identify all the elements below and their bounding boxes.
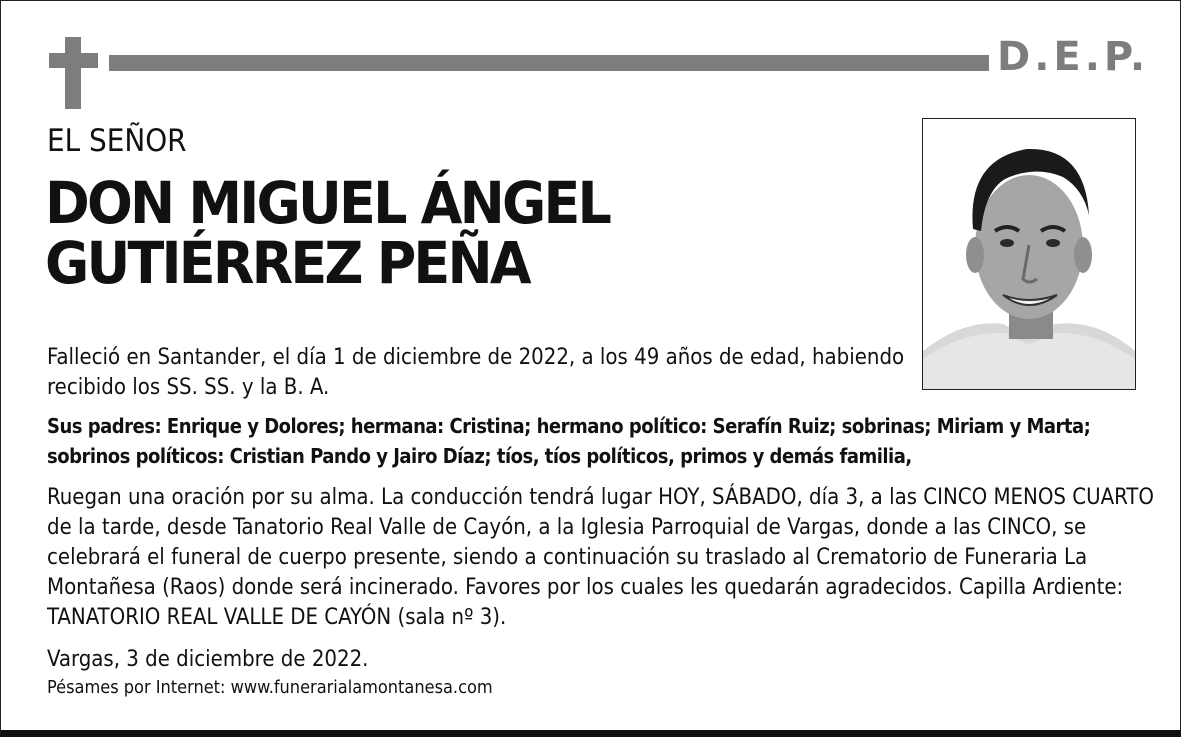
funeral-details: Ruegan una oración por su alma. La conducción tendrá lugar HOY, SÁBADO, día 3, a las CINCO MENOS CUARTO de la tarde, desde Tanatorio Real Valle de Cayón, a la Iglesia Parroquial de Vargas, donde a las CINCO, se celebrará el funeral de cuerpo presente, siendo a continuación su traslado al Crematorio de Funeraria La Montañesa (Raos) donde será incinerado. Favores por los cuales les quedarán agradecidos. Capilla Ardiente: TANATORIO REAL VALLE DE CAYÓN (sala nº 3). — [47, 485, 1154, 630]
cross-icon-bar — [49, 53, 98, 68]
intro-title: EL SEÑOR — [47, 123, 187, 159]
name-line-1: DON MIGUEL ÁNGEL — [45, 169, 610, 237]
condolences-link[interactable]: Pésames por Internet: www.funerarialamontanesa.com — [47, 677, 493, 698]
deceased-name — [45, 169, 715, 297]
name-line-2: GUTIÉRREZ PEÑA — [45, 229, 529, 297]
cross-icon — [65, 37, 81, 109]
portrait-photo — [922, 118, 1136, 390]
death-announcement: Falleció en Santander, el día 1 de diciembre de 2022, a los 49 años de edad, habiendo recibido los SS. SS. y la B. A. — [47, 345, 905, 400]
family-list: Sus padres: Enrique y Dolores; hermana: Cristina; hermano político: Serafín Ruiz; sobrinas; Miriam y Marta; sobrinos políticos: Cristian Pando y Jairo Díaz; tíos, tíos políticos, primos y demás familia, — [47, 414, 1091, 468]
portrait-icon — [923, 119, 1135, 389]
header-rule — [109, 55, 989, 71]
dep-label: D.E.P. — [997, 34, 1150, 80]
place-date: Vargas, 3 de diciembre de 2022. — [47, 647, 369, 672]
